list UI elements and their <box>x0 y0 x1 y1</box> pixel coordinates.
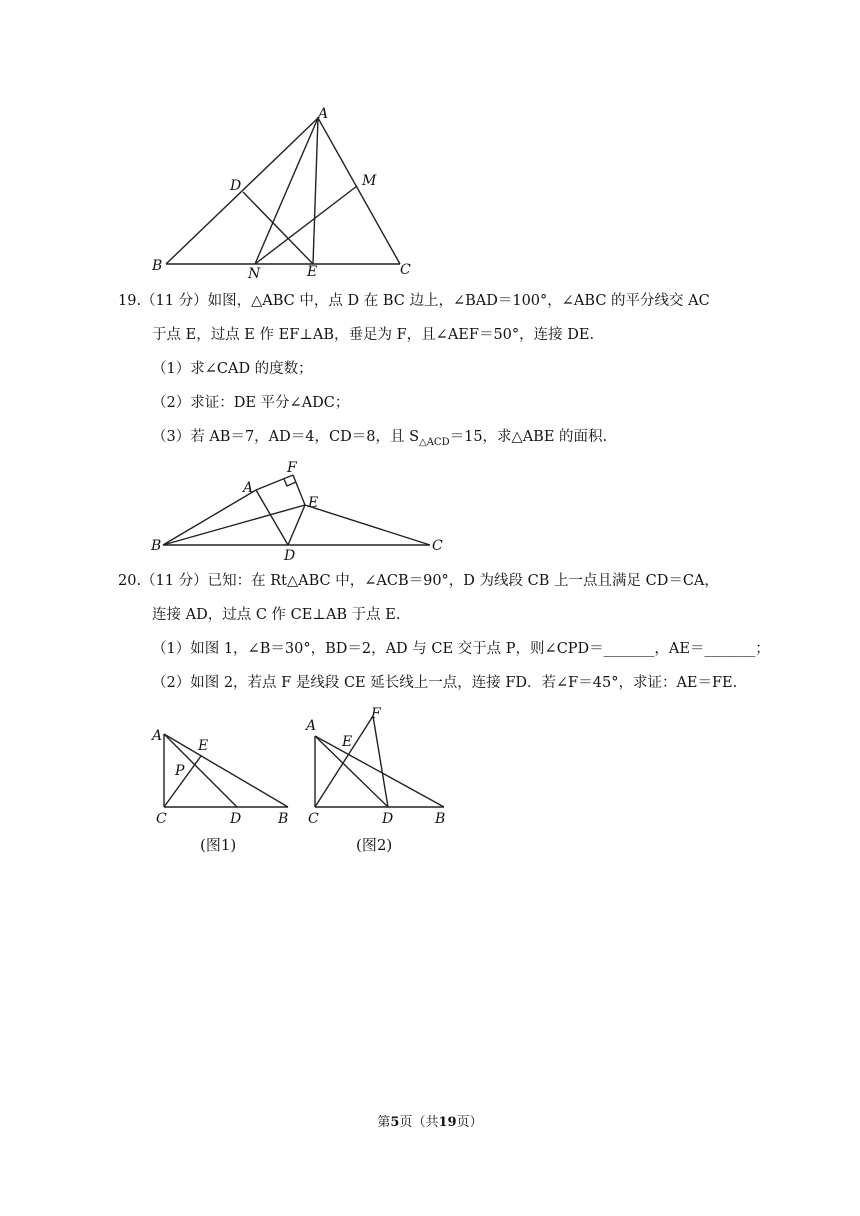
label-e: E <box>307 264 318 280</box>
label-c: C <box>308 811 319 827</box>
label-e: E <box>342 734 353 750</box>
figure-question-19 <box>140 452 460 562</box>
segment-ac <box>318 118 400 264</box>
label-a: A <box>306 718 317 734</box>
footer-mid: 页（共 <box>399 1115 439 1130</box>
figure-question-20-fig2 <box>300 700 460 860</box>
label-p: P <box>175 763 185 779</box>
label-d: D <box>284 548 296 564</box>
right-angle-mark <box>284 479 296 486</box>
label-c: C <box>156 811 167 827</box>
question-20-part-1: （1）如图 1，∠B＝30°，BD＝2，AD 与 CE 交于点 P，则∠CPD＝_______，AE＝_______； <box>152 641 770 657</box>
label-b: B <box>151 538 162 554</box>
part-3-text-after: ＝15，求△ABE 的面积. <box>449 429 608 445</box>
label-b: B <box>152 258 163 274</box>
area-subscript: △ACD <box>419 436 450 448</box>
segment-fd <box>373 716 388 807</box>
segment-an <box>255 118 318 264</box>
label-e: E <box>198 738 209 754</box>
label-a: A <box>243 480 254 496</box>
label-f: F <box>287 460 297 476</box>
question-19-part-1: （1）求∠CAD 的度数； <box>152 361 313 377</box>
segment-ab <box>315 736 444 807</box>
question-19-line-1: 19.（11 分）如图，△ABC 中，点 D 在 BC 边上，∠BAD＝100°，∠ABC 的平分线交 AC <box>118 293 710 309</box>
question-20-line-1: 20.（11 分）已知：在 Rt△ABC 中，∠ACB＝90°，D 为线段 CB 上一点且满足 CD＝CA， <box>118 573 719 589</box>
footer-total-pages: 19 <box>438 1115 457 1130</box>
label-m: M <box>362 173 377 189</box>
footer-page-number: 5 <box>390 1115 400 1130</box>
label-c: C <box>432 538 443 554</box>
label-n: N <box>248 266 261 282</box>
label-d: D <box>230 178 242 194</box>
question-19-part-2: （2）求证：DE 平分∠ADC； <box>152 395 350 411</box>
question-20-part-2: （2）如图 2，若点 F 是线段 CE 延长线上一点，连接 FD．若∠F＝45°，求证：AE＝FE. <box>152 675 738 691</box>
question-19-line-2: 于点 E，过点 E 作 EF⊥AB，垂足为 F，且∠AEF＝50°，连接 DE. <box>152 327 595 343</box>
segment-ae <box>313 118 318 264</box>
segment-cf <box>315 716 373 807</box>
label-a: A <box>152 728 163 744</box>
question-20-line-2: 连接 AD，过点 C 作 CE⊥AB 于点 E. <box>152 607 401 623</box>
label-d: D <box>382 811 394 827</box>
label-e: E <box>308 495 319 511</box>
segment-ed <box>288 505 305 545</box>
label-d: D <box>230 811 242 827</box>
segment-ab <box>166 118 318 264</box>
label-f: F <box>371 706 381 722</box>
segment-ba <box>163 490 256 545</box>
segment-nm <box>255 186 357 264</box>
label-a: A <box>318 106 329 122</box>
segment-ec <box>305 505 430 545</box>
segment-fe <box>293 475 305 505</box>
footer-post: 页） <box>456 1115 483 1130</box>
segment-af <box>256 475 293 490</box>
label-b: B <box>278 811 289 827</box>
figure-caption: (图1) <box>200 836 237 854</box>
footer-pre: 第 <box>377 1115 391 1130</box>
part-3-text-before: （3）若 AB＝7，AD＝4，CD＝8，且 S <box>152 429 419 445</box>
label-c: C <box>400 262 411 278</box>
figure-question-20-fig1 <box>145 715 305 860</box>
figure-caption: (图2) <box>356 836 393 854</box>
label-b: B <box>435 811 446 827</box>
question-19-part-3 <box>152 426 607 454</box>
page-footer <box>0 1111 860 1130</box>
figure-triangle-abc-top <box>140 100 440 285</box>
